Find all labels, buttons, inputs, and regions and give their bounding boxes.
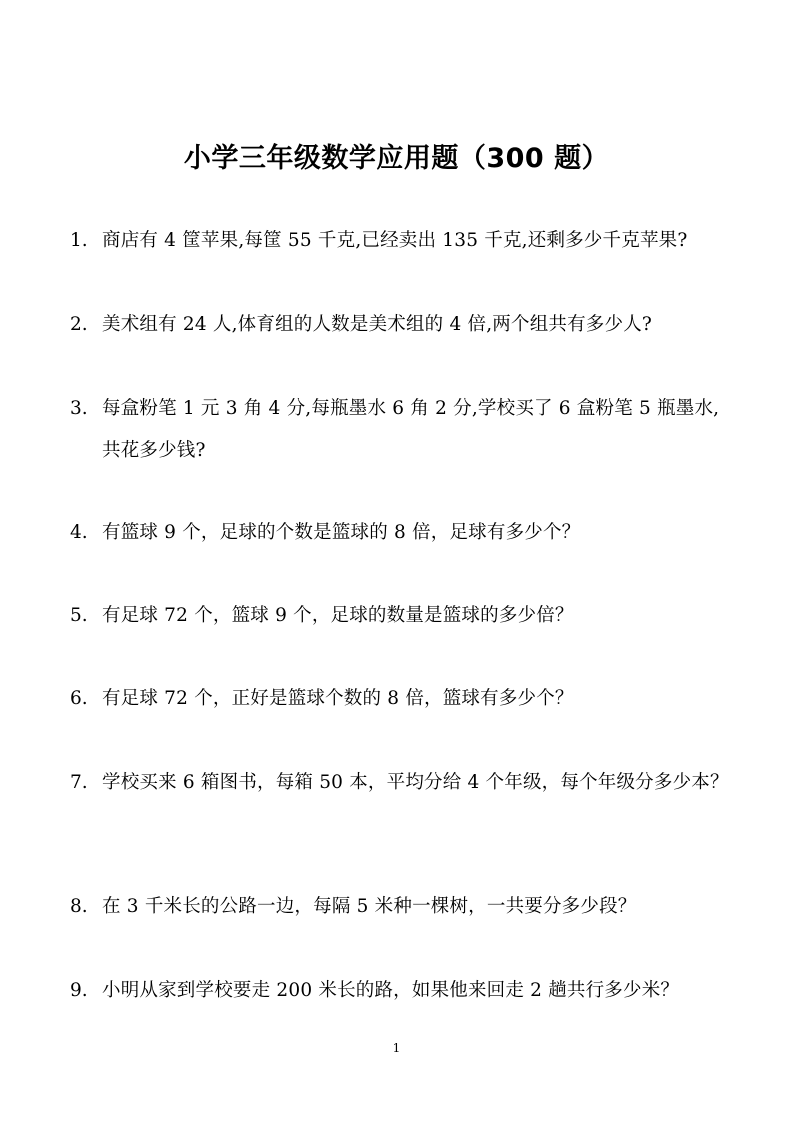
question-number: 9. <box>70 980 88 1001</box>
question-number: 8. <box>70 896 88 917</box>
question-text: 小明从家到学校要走 200 米长的路，如果他来回走 2 趟共行多少米？ <box>102 980 680 1001</box>
question-text: 有足球 72 个，正好是篮球个数的 8 倍，篮球有多少个？ <box>102 688 574 709</box>
question-text: 商店有 4 筐苹果,每筐 55 千克,已经卖出 135 千克,还剩多少千克苹果? <box>102 230 688 251</box>
question-item <box>70 595 730 637</box>
question-number: 2. <box>70 314 88 335</box>
question-number: 1. <box>70 230 88 251</box>
question-number: 6. <box>70 688 88 709</box>
question-number: 4. <box>70 522 88 543</box>
question-number: 7. <box>70 772 88 793</box>
question-number: 5. <box>70 605 88 626</box>
question-item <box>70 678 730 720</box>
question-item <box>70 304 730 346</box>
question-text: 有篮球 9 个，足球的个数是篮球的 8 倍，足球有多少个？ <box>102 522 581 543</box>
page-title: 小学三年级数学应用题（300 题） <box>183 143 610 174</box>
question-text: 有足球 72 个，篮球 9 个，足球的数量是篮球的多少倍？ <box>102 605 574 626</box>
question-number: 3. <box>70 398 88 419</box>
question-text: 每盒粉笔 1 元 3 角 4 分,每瓶墨水 6 角 2 分,学校买了 6 盒粉笔 5 瓶墨水,共花多少钱? <box>102 398 720 461</box>
question-item <box>70 886 730 928</box>
question-item <box>70 762 730 804</box>
question-item <box>70 970 730 1012</box>
question-item <box>70 512 730 554</box>
question-text: 美术组有 24 人,体育组的人数是美术组的 4 倍,两个组共有多少人? <box>102 314 653 335</box>
page-number: 1 <box>392 1041 401 1055</box>
question-item <box>70 220 730 262</box>
question-item <box>70 388 730 472</box>
question-text: 学校买来 6 箱图书，每箱 50 本，平均分给 4 个年级，每个年级分多少本？ <box>102 772 729 793</box>
question-text: 在 3 千米长的公路一边，每隔 5 米种一棵树，一共要分多少段？ <box>102 896 637 917</box>
